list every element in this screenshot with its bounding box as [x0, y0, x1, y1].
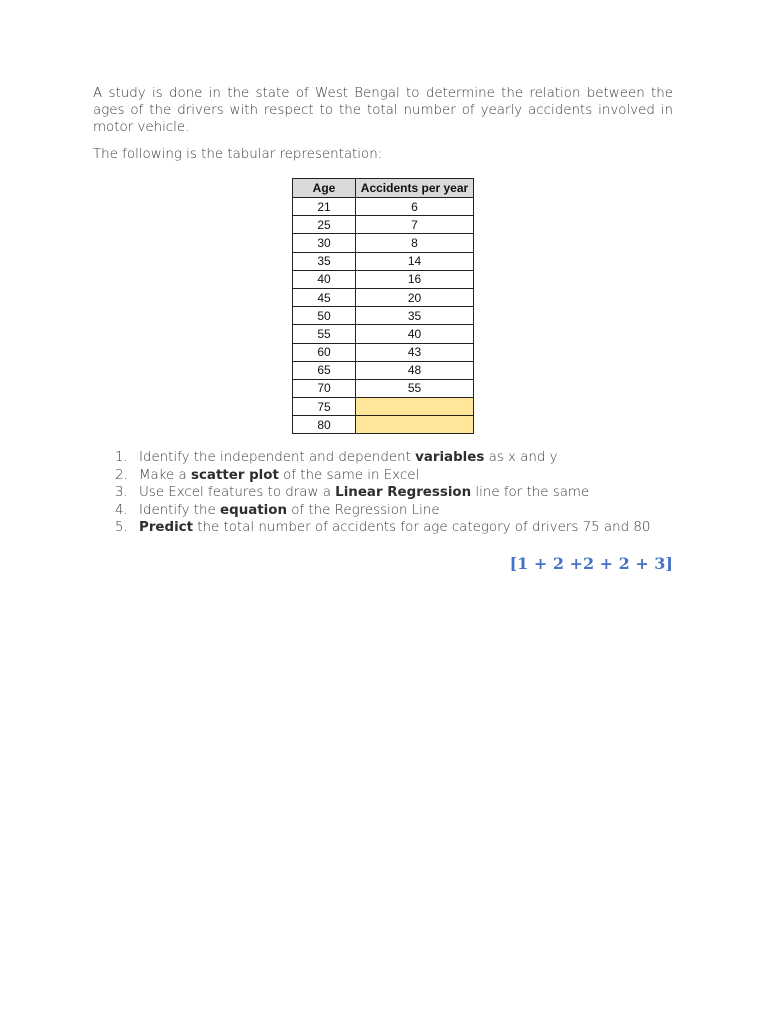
task-item — [93, 449, 650, 467]
cell-accidents: 16 — [356, 270, 474, 288]
cell-age: 75 — [293, 398, 356, 416]
table-row — [293, 416, 474, 434]
task-text-post: the total number of accidents for age category of drivers 75 and 80 — [193, 520, 651, 536]
task-text-pre: Identify the independent and dependent — [139, 450, 416, 465]
task-number: 4. — [115, 502, 128, 518]
task-number: 3. — [115, 485, 128, 501]
cell-age: 45 — [293, 288, 356, 306]
table-body — [293, 198, 474, 434]
cell-age: 80 — [293, 416, 356, 434]
cell-age: 65 — [293, 361, 356, 379]
table-row — [293, 216, 474, 234]
task-text-post: of the same in Excel — [278, 467, 420, 483]
table-row — [293, 343, 474, 361]
cell-age: 25 — [293, 216, 356, 234]
cell-accidents: 6 — [356, 198, 474, 216]
cell-accidents: 7 — [356, 216, 474, 234]
intro-paragraph: A study is done in the state of West Bengal to determine the relation between the ages of the drivers with respect to the total number of yearly accidents involved in motor vehicle. — [93, 86, 673, 135]
task-keyword: Linear Regression — [335, 485, 472, 501]
cell-accidents: 8 — [356, 234, 474, 252]
data-table-wrapper — [292, 178, 474, 434]
table-row — [293, 270, 474, 288]
cell-accidents — [356, 398, 474, 416]
task-text-pre: Use Excel features to draw a — [139, 485, 336, 501]
marks-allocation: [1 + 2 +2 + 2 + 3] — [509, 554, 673, 573]
task-number: 5. — [115, 520, 128, 536]
cell-age: 60 — [293, 343, 356, 361]
cell-age: 55 — [293, 325, 356, 343]
cell-age: 40 — [293, 270, 356, 288]
cell-accidents: 35 — [356, 307, 474, 325]
header-age: Age — [293, 179, 356, 198]
task-text-post: line for the same — [471, 485, 590, 501]
task-item — [93, 484, 650, 502]
table-row — [293, 307, 474, 325]
cell-accidents: 14 — [356, 252, 474, 270]
task-keyword: equation — [220, 502, 288, 518]
table-row — [293, 398, 474, 416]
task-number: 1. — [115, 450, 128, 465]
cell-accidents: 20 — [356, 288, 474, 306]
table-row — [293, 234, 474, 252]
table-row — [293, 288, 474, 306]
task-keyword: Predict — [139, 520, 194, 536]
task-keyword: variables — [415, 450, 485, 465]
cell-accidents: 40 — [356, 325, 474, 343]
table-row — [293, 325, 474, 343]
task-item — [93, 519, 650, 537]
cell-age: 35 — [293, 252, 356, 270]
header-accidents: Accidents per year — [356, 179, 474, 198]
cell-age: 50 — [293, 307, 356, 325]
task-text-post: as x and y — [484, 450, 558, 465]
age-accidents-table — [292, 178, 474, 434]
cell-age: 30 — [293, 234, 356, 252]
cell-accidents: 43 — [356, 343, 474, 361]
task-text-post: of the Regression Line — [287, 502, 440, 518]
task-number: 2. — [115, 467, 128, 483]
cell-age: 21 — [293, 198, 356, 216]
table-header-row — [293, 179, 474, 198]
task-list — [93, 449, 650, 537]
task-item — [93, 502, 650, 520]
table-row — [293, 252, 474, 270]
table-row — [293, 198, 474, 216]
table-row — [293, 379, 474, 397]
cell-age: 70 — [293, 379, 356, 397]
task-item — [93, 467, 650, 485]
cell-accidents: 55 — [356, 379, 474, 397]
task-text-pre: Identify the — [139, 502, 221, 518]
table-row — [293, 361, 474, 379]
task-keyword: scatter plot — [191, 467, 279, 483]
document-page — [93, 85, 673, 573]
cell-accidents — [356, 416, 474, 434]
cell-accidents: 48 — [356, 361, 474, 379]
task-text-pre: Make a — [139, 467, 191, 483]
table-lead-text: The following is the tabular representation: — [93, 147, 383, 162]
